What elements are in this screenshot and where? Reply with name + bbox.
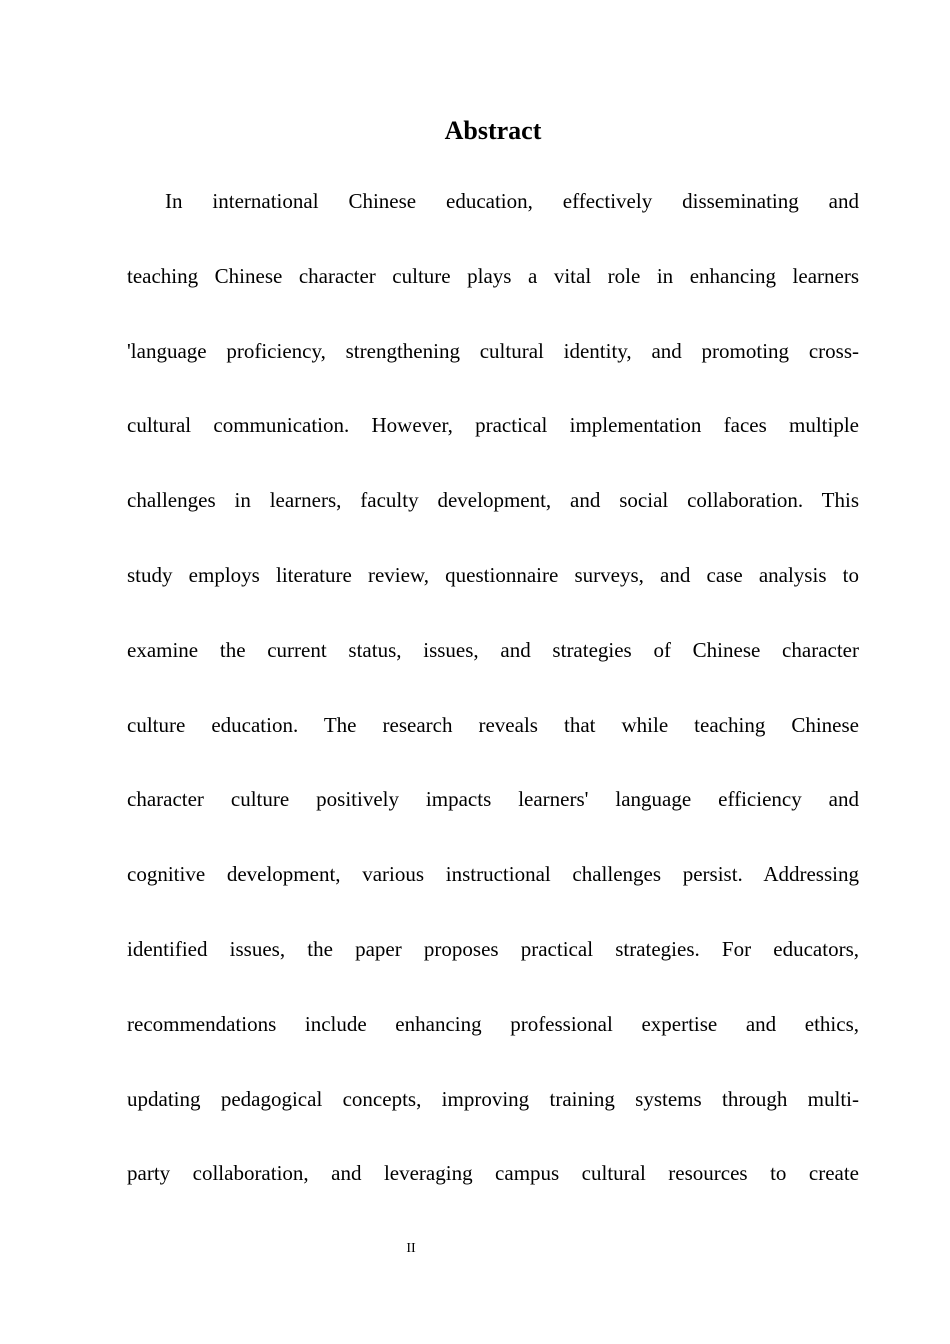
abstract-line: challenges in learners, faculty development, and social collaboration. This — [127, 488, 859, 513]
abstract-line: In international Chinese education, effectively disseminating and — [165, 189, 859, 213]
abstract-line: party collaboration, and leveraging campus cultural resources to create — [127, 1161, 859, 1186]
abstract-line: teaching Chinese character culture plays a vital role in enhancing learners — [127, 263, 859, 288]
abstract-body — [127, 182, 859, 1229]
abstract-line: examine the current status, issues, and strategies of Chinese character — [127, 637, 859, 662]
abstract-line: recommendations include enhancing professional expertise and ethics, — [127, 1011, 859, 1036]
abstract-line: identified issues, the paper proposes practical strategies. For educators, — [127, 936, 859, 961]
page-number: II — [406, 1241, 416, 1256]
abstract-line: updating pedagogical concepts, improving training systems through multi- — [127, 1086, 859, 1111]
abstract-title: Abstract — [444, 116, 542, 145]
abstract-line: cognitive development, various instructional challenges persist. Addressing — [127, 862, 859, 887]
abstract-line: study employs literature review, questionnaire surveys, and case analysis to — [127, 562, 859, 587]
abstract-line: cultural communication. However, practical implementation faces multiple — [127, 413, 859, 438]
abstract-line: 'language proficiency, strengthening cultural identity, and promoting cross- — [127, 338, 859, 363]
abstract-line: character culture positively impacts learners' language efficiency and — [127, 787, 859, 812]
abstract-line: culture education. The research reveals that while teaching Chinese — [127, 712, 859, 737]
